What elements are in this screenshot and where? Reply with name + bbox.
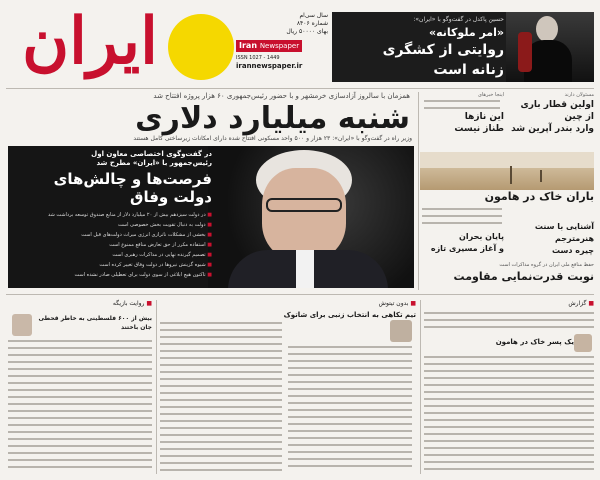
col-headline: یک پسر خاک در هامون <box>495 338 574 346</box>
column-rule <box>420 300 421 474</box>
col-headline: تیم تکاهی به انتخاب زنبی برای شاتوک <box>283 311 416 319</box>
story-headline: این نازها <box>464 112 504 122</box>
issue-line: بهای ۵۰۰۰۰ ریال <box>286 28 328 35</box>
feature-headline-2: دولت وفاق <box>130 188 212 206</box>
hamoun-photo[interactable] <box>420 152 594 190</box>
feature-bullet: ■ شیوه گزینش نیروها در دولت وفاق تغییر کرده است <box>99 262 212 268</box>
portrait-glasses <box>266 198 342 212</box>
col-label: ■ بدون تیتوش <box>378 300 416 307</box>
bottom-col-mid[interactable] <box>160 300 416 474</box>
col-body-lines <box>288 346 412 474</box>
right-story-5[interactable] <box>420 262 594 292</box>
feature-kicker-1: در گفت‌وگوی اختصاصی معاون اول <box>91 150 212 158</box>
col-label: ■ گزارش <box>568 300 594 307</box>
site-url[interactable]: irannewspaper.ir <box>236 62 303 70</box>
sun-logo-mark <box>168 14 234 80</box>
lead-kicker: همزمان با سالروز آزادسازی خرمشهر و با حضور رئیس‌جمهوری ۶۰ هزار پروژه افتتاح شد <box>153 92 410 100</box>
brand-sub: Newspaper <box>259 42 300 50</box>
column-divider <box>418 92 419 290</box>
right-story-1[interactable] <box>420 92 504 144</box>
feature-bullet: ■ استفاده مکرر از حق تعارض منافع ممنوع است <box>109 242 212 248</box>
story-headline: از چین <box>564 112 594 122</box>
top-promo[interactable] <box>332 12 594 82</box>
story-headline: پایان بحران <box>459 232 504 241</box>
feature-headline-1: فرصت‌ها و چالش‌های <box>53 170 212 188</box>
story-label: اینجا خبرهای <box>477 92 504 98</box>
portrait-collar <box>296 250 314 288</box>
author-avatar <box>390 320 412 342</box>
promo-kicker: حسین پاکدل در گفت‌وگو با «ایران»: <box>413 16 504 23</box>
masthead-logo[interactable]: ایران <box>22 4 158 79</box>
author-avatar <box>574 334 592 352</box>
issue-info <box>236 12 328 78</box>
col-body-lines <box>424 312 594 336</box>
feature-bullet: ■ بخشی از مشکلات ناترازی انرژی میراث دولت‌های قبل است <box>81 232 212 238</box>
col-body-lines <box>160 322 282 474</box>
author-avatar <box>12 314 32 336</box>
feature-kicker-2: رئیس‌جمهور با «ایران» مطرح شد <box>96 159 212 167</box>
lead-headline[interactable]: شنبه میلیارد دلاری <box>135 101 410 136</box>
dust-haze <box>420 152 594 168</box>
story-kicker: حفظ منافع ملی ایران در گروه مذاکرات است <box>499 262 594 268</box>
feature-portrait <box>208 146 414 288</box>
story-headline: چیره دست <box>552 246 594 255</box>
portrait-face <box>262 168 346 260</box>
bottom-col-right[interactable] <box>424 300 594 474</box>
masthead <box>0 0 600 88</box>
post-marker <box>540 170 542 182</box>
col-body-lines <box>424 356 594 474</box>
right-story-4[interactable] <box>508 208 594 258</box>
feature-bullet: ■ دولت به دنبال تقویت بخش خصوصی است <box>117 222 212 228</box>
promo-headline-1: روایتی از کشگری <box>382 42 504 58</box>
story-headline: هنرمترجم <box>554 234 594 243</box>
feature-bullet: ■ در دولت سیزدهم بیش از ۲۰ میلیارد دلار از منابع صندوق توسعه برداشت شد <box>48 212 212 218</box>
col-body-lines <box>8 340 152 474</box>
brand-name: Iran <box>239 41 258 50</box>
promo-photo <box>506 12 594 82</box>
promo-headline-2: زنانه است <box>433 62 504 78</box>
feature-box[interactable] <box>8 146 414 288</box>
story-label: مسئولان دارند <box>564 92 594 98</box>
brand-badge <box>236 40 302 52</box>
right-story-3[interactable] <box>420 208 504 258</box>
bottom-col-left[interactable] <box>8 300 152 474</box>
lead-dek: وزیر راه در گفت‌وگو با «ایران»: ۲۳ هزار و ۵۰۰ واحد مسکونی افتتاح شده دارای امکانات زیرساختی کامل هستند <box>133 135 412 142</box>
masthead-divider <box>6 88 594 89</box>
post-marker <box>510 166 512 184</box>
story-headline: وارد بندر آپرین شد <box>511 124 594 134</box>
person-head <box>536 16 558 42</box>
feature-bullet: ■ تصمیم گیرنده نهایی در مذاکرات رهبری است <box>112 252 212 258</box>
issue-line: شماره ۸۴۰۶ <box>296 20 328 27</box>
story-headline: آشنایی با سنت <box>534 222 594 231</box>
photo-headline[interactable]: باران خاک در هامون <box>484 190 594 203</box>
promo-quote: «امر ملوکانه» <box>429 26 504 39</box>
issn-code: ISSN 1027 - 1449 <box>236 55 280 61</box>
chair <box>518 32 532 72</box>
column-rule <box>156 300 157 474</box>
issue-line: سال سی‌ام <box>299 12 328 19</box>
story-headline: اولین قطار باری <box>520 100 594 110</box>
col-label: ■ روایت بازیگه <box>112 300 152 307</box>
story-body-lines <box>422 208 502 232</box>
story-headline: طناز نیست <box>454 124 504 134</box>
story-headline: نوبت قدرت‌نمایی مقاومت <box>453 270 594 283</box>
story-headline: و آغاز مسیری تازه <box>430 244 504 253</box>
col-headline: بیش از ۶۰۰ فلسطینی به خاطر قحطی جان باختند <box>38 315 152 331</box>
story-body-lines <box>424 100 500 112</box>
right-story-2[interactable] <box>508 92 594 144</box>
section-divider <box>6 294 594 295</box>
feature-bullet: ■ تاکنون هیچ ابلاغی از سوی دولت برای تعطیلی صادر نشده است <box>74 272 212 278</box>
feature-bullets <box>14 210 212 280</box>
